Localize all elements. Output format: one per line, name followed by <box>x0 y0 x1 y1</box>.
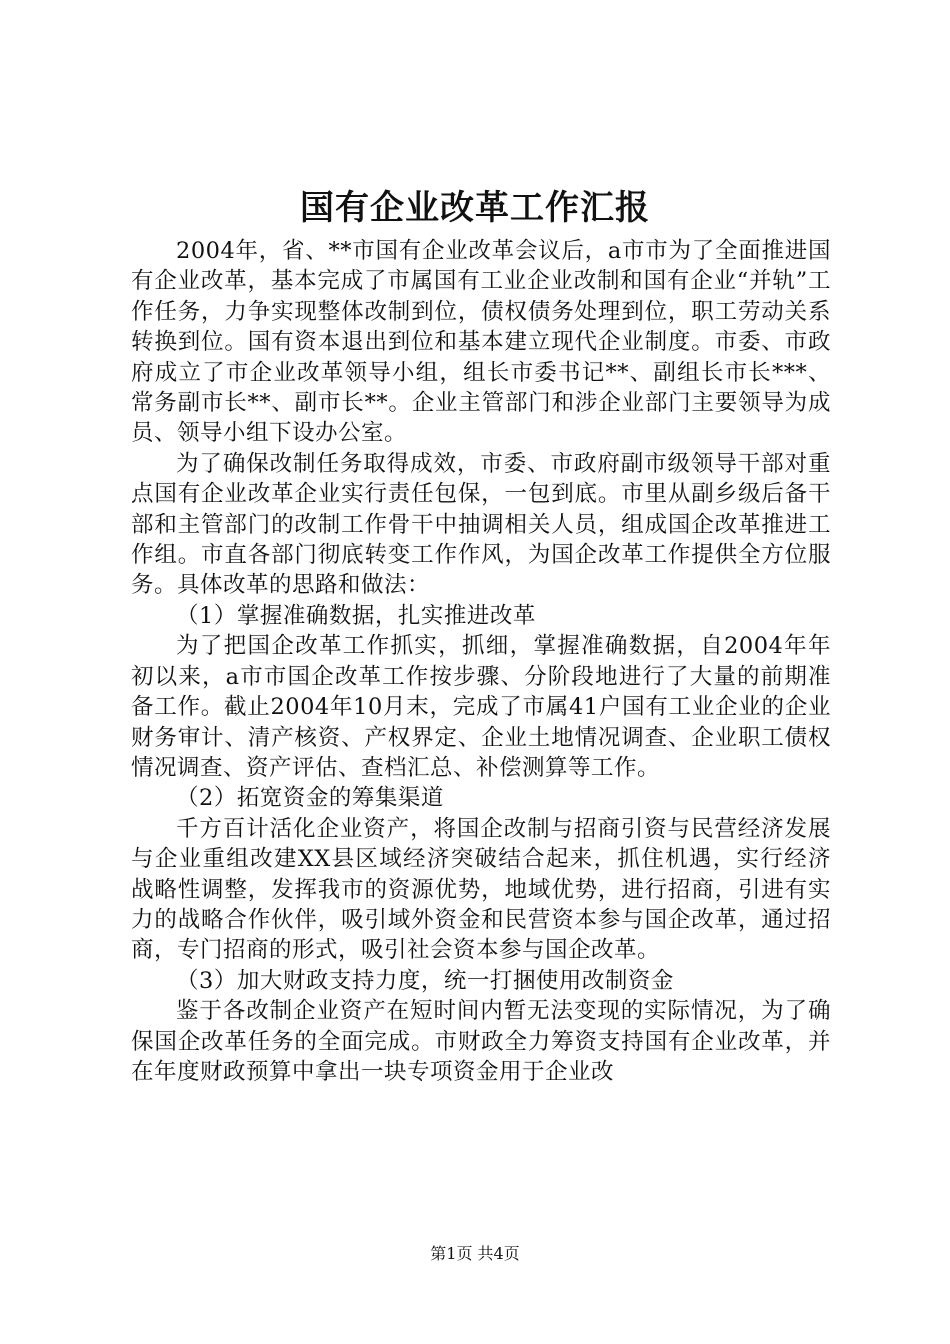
document-body <box>131 236 831 1087</box>
paragraph-intro: 2004年，省、**市国有企业改革会议后，a市市为了全面推进国有企业改革，基本完成了市属国有工业企业改制和国有企业“并轨”工作任务，力争实现整体改制到位，债权债务处理到位，职工劳动关系转换到位。国有资本退出到位和基本建立现代企业制度。市委、市政府成立了市企业改革领导小组，组长市委书记**、副组长市长***、常务副市长**、副市长**。企业主管部门和涉企业部门主要领导为成员、领导小组下设办公室。 <box>131 238 831 447</box>
paragraph-section-2: 千方百计活化企业资产，将国企改制与招商引资与民营经济发展与企业重组改建XX县区域经济突破结合起来，抓住机遇，实行经济战略性调整，发挥我市的资源优势，地域优势，进行招商，引进有实力的战略合作伙伴，吸引域外资金和民营资本参与国企改革，通过招商，专门招商的形式，吸引社会资本参与国企改革。 <box>131 815 831 964</box>
page-footer: 第1页 共4页 <box>430 1244 520 1263</box>
section-heading-1: （1）掌握准确数据，扎实推进改革 <box>176 602 536 629</box>
section-heading-2: （2）拓宽资金的筹集渠道 <box>176 785 444 812</box>
paragraph-section-1: 为了把国企改革工作抓实，抓细，掌握准确数据，自2004年年初以来，a市市国企改革工作按步骤、分阶段地进行了大量的前期准备工作。截止2004年10月末，完成了市属41户国有工业企业的企业财务审计、清产核资、产权界定、企业土地情况调查、企业职工债权情况调查、资产评估、查档汇总、补偿测算等工作。 <box>131 633 831 781</box>
paragraph-measures: 为了确保改制任务取得成效，市委、市政府副市级领导干部对重点国有企业改革企业实行责任包保，一包到底。市里从副乡级后备干部和主管部门的改制工作骨干中抽调相关人员，组成国企改革推进工作组。市直各部门彻底转变工作作风，为国企改革工作提供全方位服务。具体改革的思路和做法： <box>131 450 831 599</box>
paragraph-section-3: 鉴于各改制企业资产在短时间内暂无法变现的实际情况，为了确保国企改革任务的全面完成。市财政全力筹资支持国有企业改革，并在年度财政预算中拿出一块专项资金用于企业改 <box>131 998 831 1085</box>
document-title: 国有企业改革工作汇报 <box>300 188 650 228</box>
section-heading-3: （3）加大财政支持力度，统一打捆使用改制资金 <box>176 967 674 994</box>
